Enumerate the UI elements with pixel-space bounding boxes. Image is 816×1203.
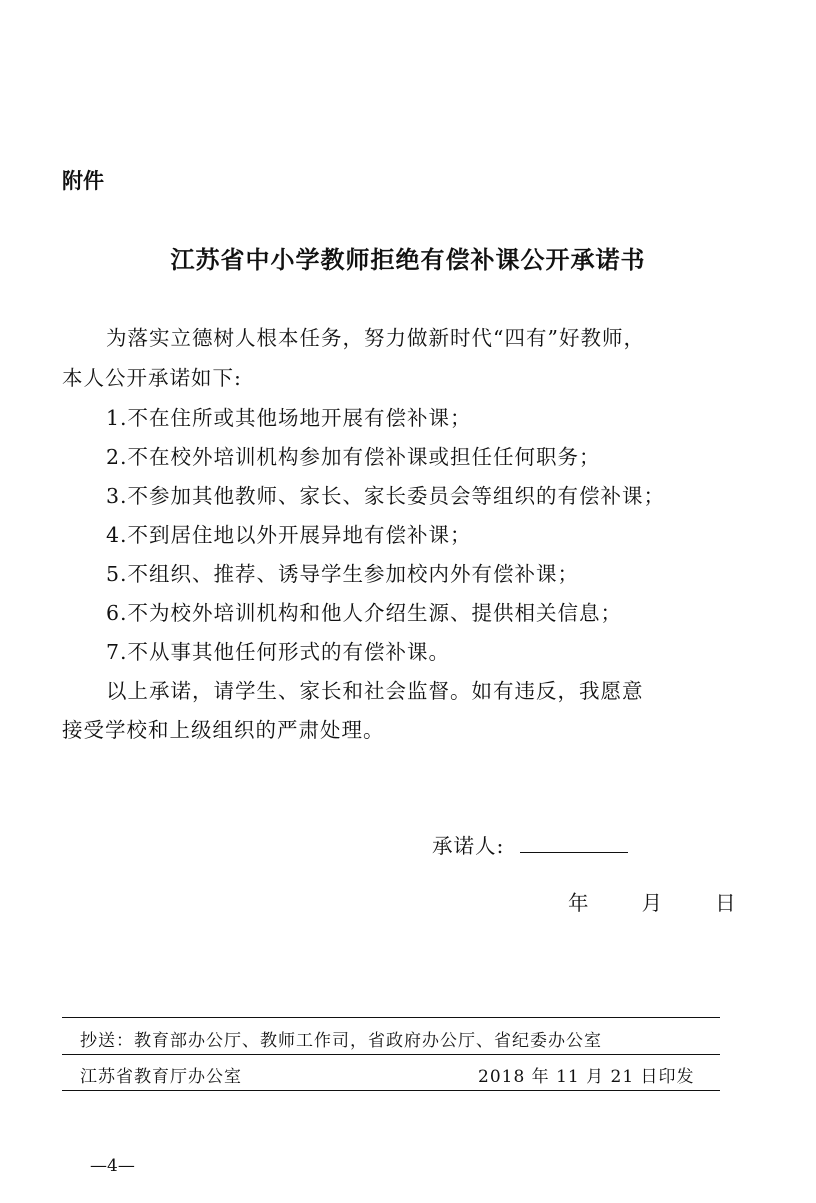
footer-middle-rule — [62, 1054, 720, 1055]
closing-line-1: 以上承诺，请学生、家长和社会监督。如有违反，我愿意 — [106, 679, 644, 703]
footer-top-rule — [62, 1017, 720, 1018]
commitment-item: 4.不到居住地以外开展异地有偿补课； — [106, 523, 472, 547]
issue-date: 2018 年 11 月 21 日印发 — [478, 1067, 695, 1087]
commitment-item: 7.不从事其他任何形式的有偿补课。 — [106, 640, 451, 664]
date-day-label: 日 — [715, 891, 736, 915]
signature-blank-line — [520, 852, 628, 853]
closing-line-2: 接受学校和上级组织的严肃处理。 — [62, 718, 385, 742]
issuer: 江苏省教育厅办公室 — [80, 1067, 242, 1087]
document-title: 江苏省中小学教师拒绝有偿补课公开承诺书 — [170, 246, 646, 274]
date-year-label: 年 — [568, 891, 589, 915]
cc-line: 抄送：教育部办公厅、教师工作司，省政府办公厅、省纪委办公室 — [80, 1031, 602, 1051]
commitment-item: 2.不在校外培训机构参加有偿补课或担任任何职务； — [106, 445, 601, 469]
intro-line-2: 本人公开承诺如下: — [62, 366, 242, 390]
date-fields — [568, 886, 736, 916]
attachment-label: 附件 — [62, 169, 104, 193]
commitment-item: 5.不组织、推荐、诱导学生参加校内外有偿补课； — [106, 562, 580, 586]
intro-line-1: 为落实立德树人根本任务，努力做新时代“四有”好教师， — [106, 326, 645, 350]
footer-bottom-rule — [62, 1090, 720, 1091]
signer-label: 承诺人: — [432, 834, 505, 858]
commitment-item: 1.不在住所或其他场地开展有偿补课； — [106, 406, 472, 430]
commitment-item: 6.不为校外培训机构和他人介绍生源、提供相关信息； — [106, 601, 623, 625]
page-number: —4— — [90, 1156, 135, 1176]
commitment-item: 3.不参加其他教师、家长、家长委员会等组织的有偿补课； — [106, 484, 666, 508]
date-month-label: 月 — [641, 891, 663, 915]
